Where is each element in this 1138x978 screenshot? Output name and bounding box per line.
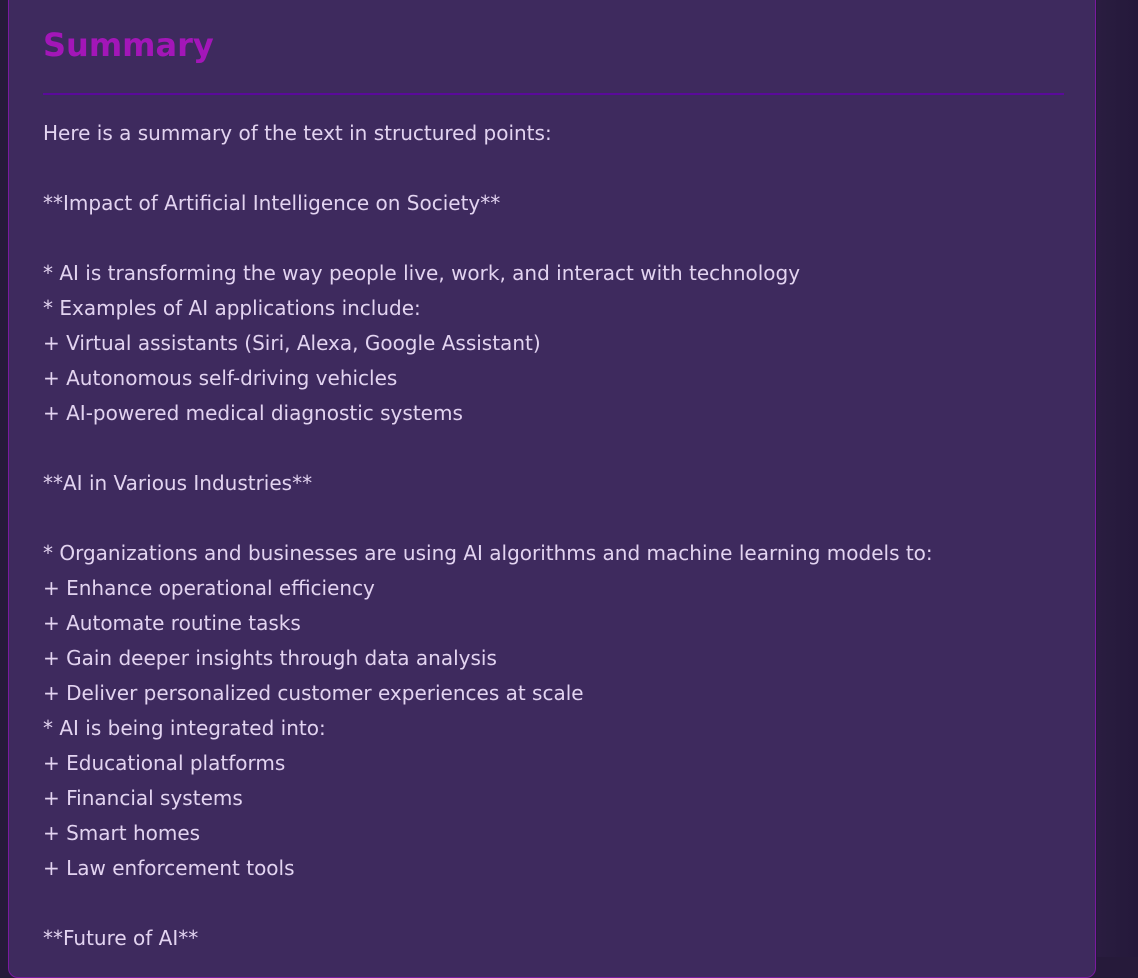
summary-line: + Law enforcement tools — [43, 856, 295, 880]
summary-line: * AI is transforming the way people live, work, and interact with technology — [43, 261, 801, 285]
summary-line: **Future of AI** — [43, 926, 199, 950]
summary-line: + Virtual assistants (Siri, Alexa, Google Assistant) — [43, 331, 541, 355]
summary-line: * Examples of AI applications include: — [43, 296, 421, 320]
summary-line: + Automate routine tasks — [43, 611, 301, 635]
summary-line: **AI in Various Industries** — [43, 471, 313, 495]
summary-line: * AI is being integrated into: — [43, 716, 326, 740]
summary-line: **Impact of Artificial Intelligence on Society** — [43, 191, 501, 215]
blank-line — [43, 431, 1073, 466]
summary-line: Here is a summary of the text in structured points: — [43, 121, 552, 145]
blank-line — [43, 221, 1073, 256]
title-divider — [43, 93, 1064, 95]
summary-line: + Educational platforms — [43, 751, 286, 775]
summary-title: Summary — [43, 26, 214, 64]
summary-card — [8, 0, 1096, 978]
summary-line: + Smart homes — [43, 821, 201, 845]
summary-line: * Organizations and businesses are using AI algorithms and machine learning models to: — [43, 541, 933, 565]
summary-line: + Deliver personalized customer experiences at scale — [43, 681, 584, 705]
blank-line — [43, 151, 1073, 186]
summary-line: + Gain deeper insights through data analysis — [43, 646, 497, 670]
summary-line: + Financial systems — [43, 786, 243, 810]
summary-line: + Autonomous self-driving vehicles — [43, 366, 398, 390]
summary-line: + AI-powered medical diagnostic systems — [43, 401, 463, 425]
blank-line — [43, 886, 1073, 921]
page-backdrop — [1097, 0, 1138, 957]
summary-content — [43, 116, 1073, 956]
blank-line — [43, 501, 1073, 536]
summary-line: + Enhance operational efficiency — [43, 576, 375, 600]
